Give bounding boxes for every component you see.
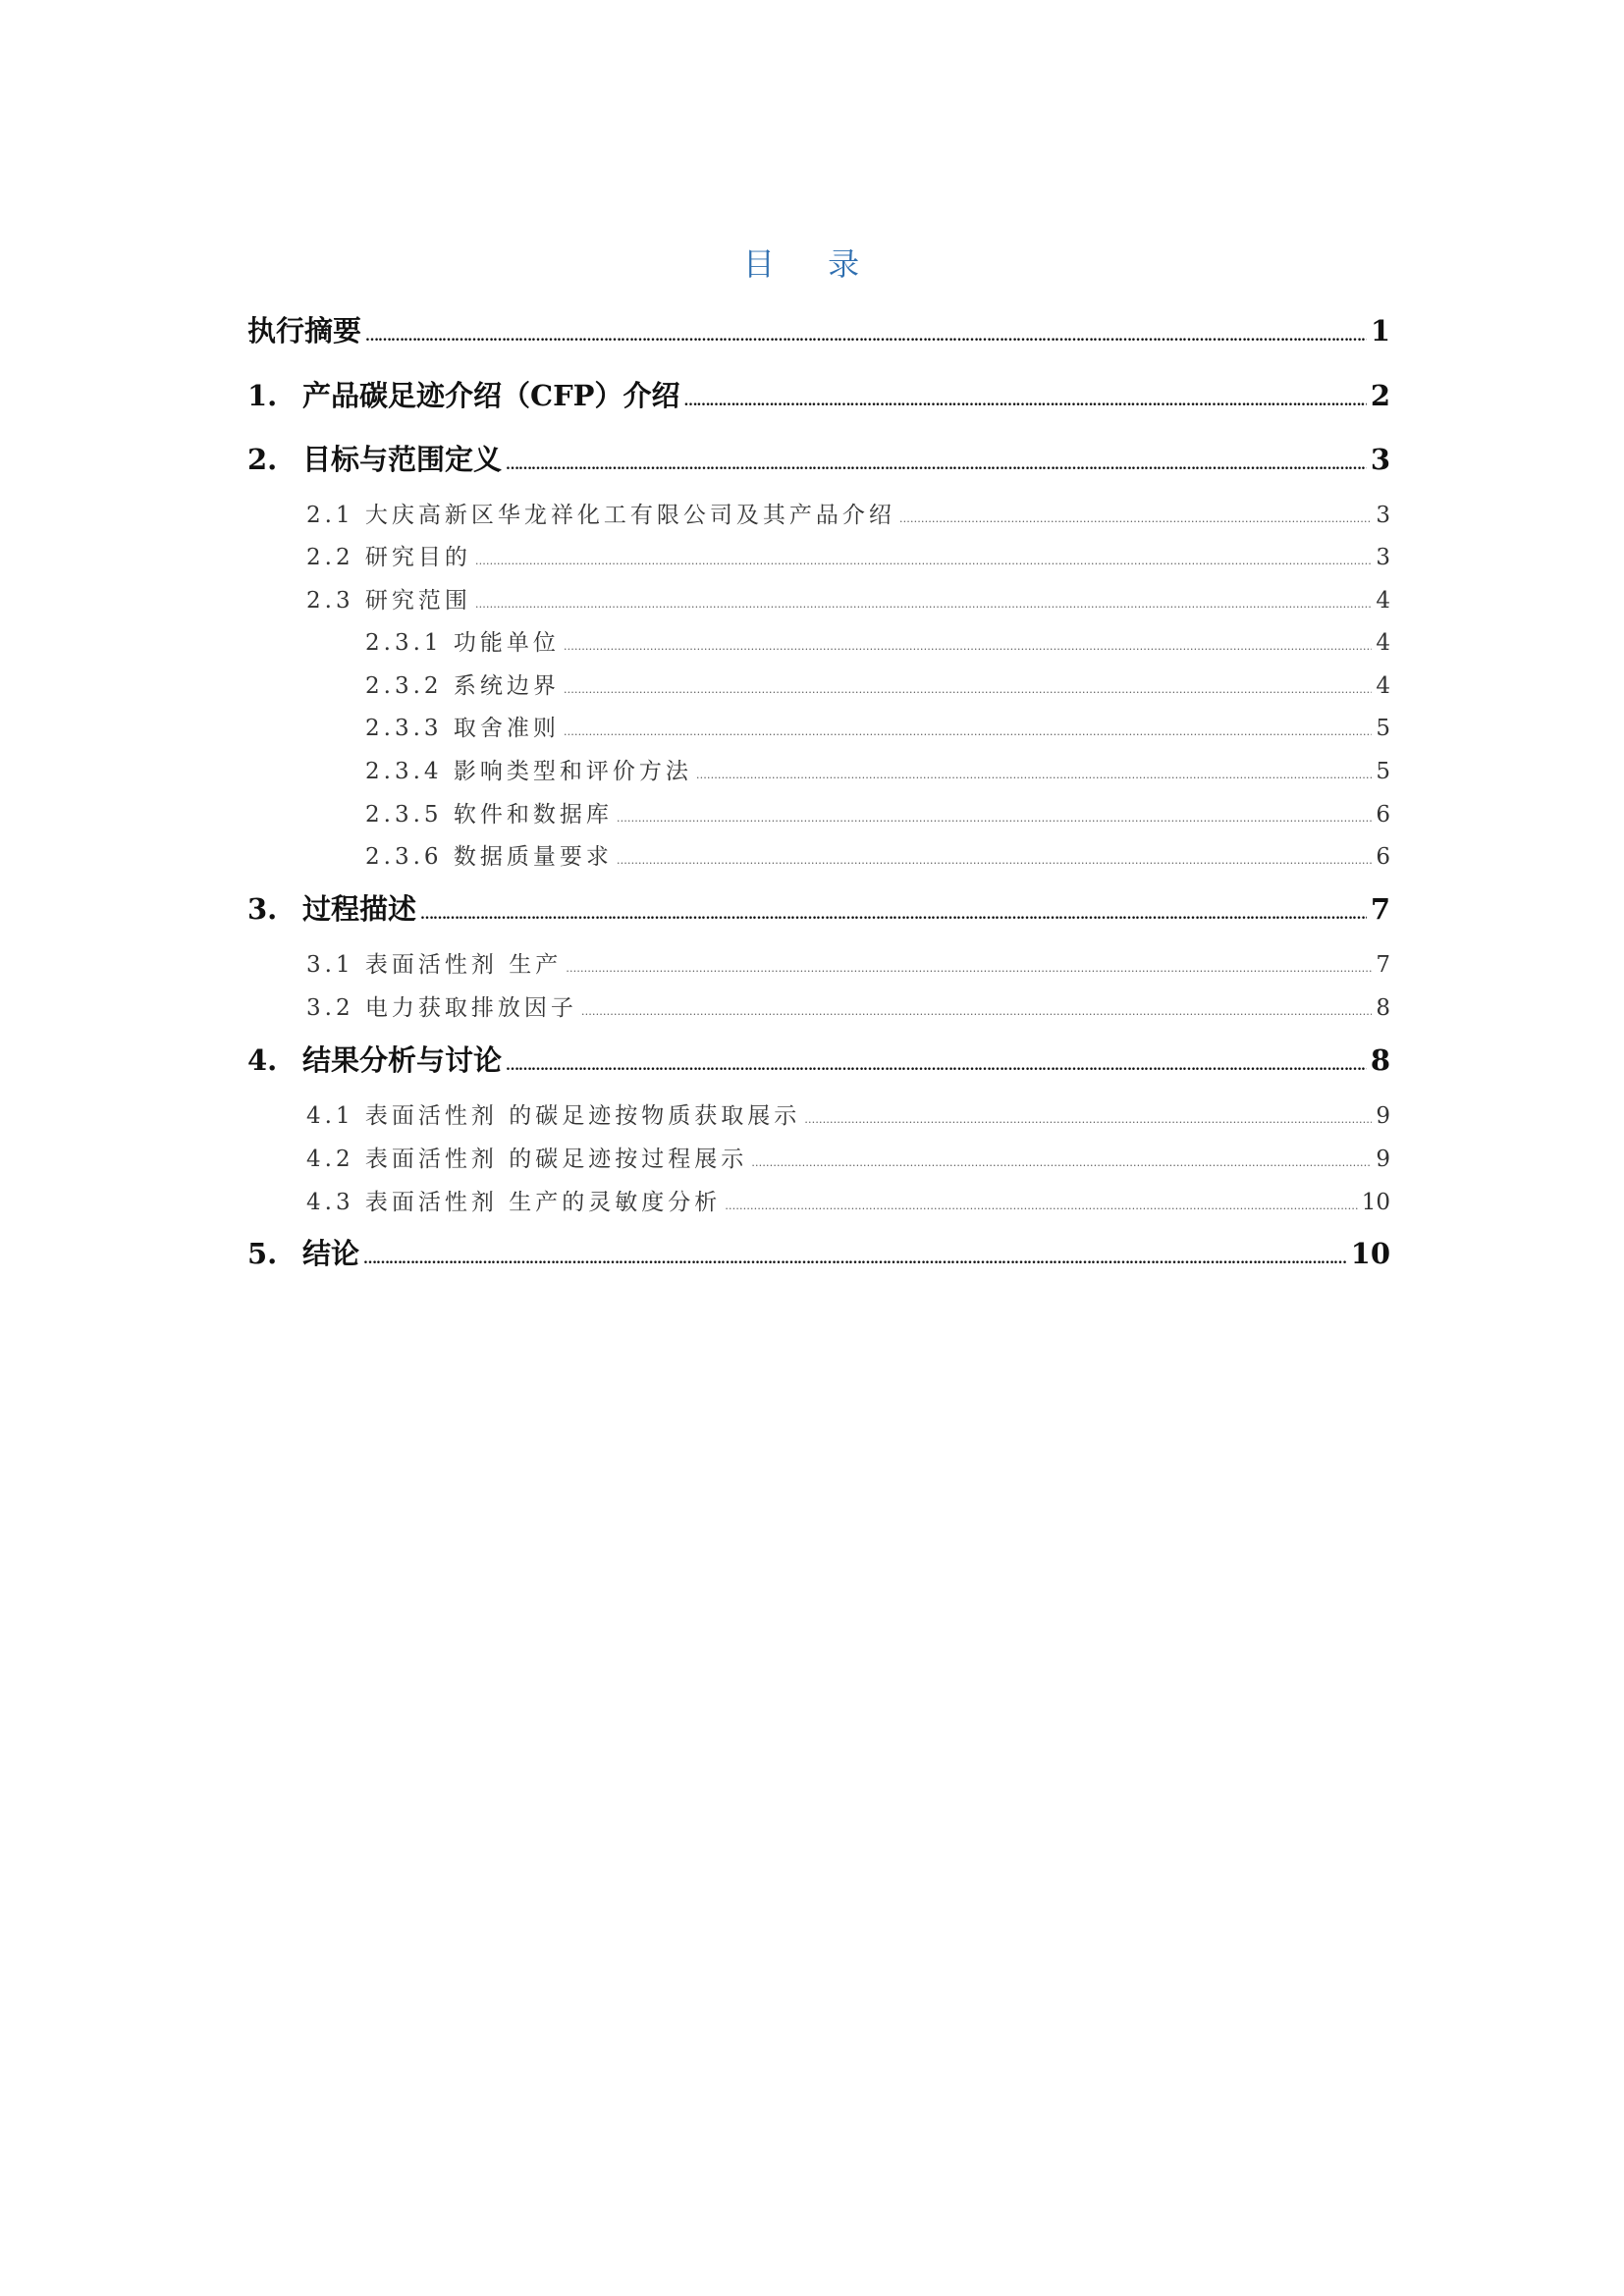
toc-title: 目 录	[742, 245, 882, 283]
toc-entry-label: 4.1 表面活性剂 的碳足迹按物质获取展示	[306, 1103, 801, 1129]
toc-entry[interactable]	[247, 438, 1390, 477]
toc-leader-dots	[696, 759, 1373, 784]
toc-entry-label: 2.3 研究范围	[306, 588, 471, 614]
toc-entry-label-group	[247, 887, 416, 928]
toc-leader-dots	[899, 503, 1372, 528]
toc-page-number: 7	[1370, 892, 1390, 926]
toc-entry-label: 4.2 表面活性剂 的碳足迹按过程展示	[306, 1147, 748, 1172]
toc-entry-label: 2.3.3 取舍准则	[365, 716, 560, 741]
toc-page-number: 6	[1376, 844, 1390, 870]
toc-entry-label-group	[247, 1039, 502, 1079]
toc-page-number: 3	[1370, 443, 1390, 476]
toc-page-number: 7	[1376, 952, 1390, 978]
toc-entry-label: 结论	[302, 1237, 360, 1270]
toc-page-number: 5	[1376, 759, 1390, 784]
toc-leader-dots	[804, 1103, 1372, 1129]
toc-entry-label-group	[247, 1232, 359, 1272]
toc-leader-dots	[564, 673, 1373, 699]
toc-entry-label: 目标与范围定义	[302, 443, 503, 476]
toc-entry[interactable]	[365, 796, 1390, 829]
toc-entry-number: 1.	[247, 379, 278, 412]
toc-page-number: 4	[1376, 630, 1390, 656]
toc-entry[interactable]	[306, 1141, 1390, 1174]
toc-entry[interactable]	[306, 1184, 1390, 1217]
toc-entry-number: 3.	[247, 892, 278, 926]
toc-leader-dots	[363, 1237, 1347, 1270]
toc-entry-label: 2.3.2 系统边界	[365, 673, 560, 699]
toc-page-number: 8	[1370, 1043, 1390, 1077]
toc-page-number: 9	[1376, 1147, 1390, 1172]
toc-entry[interactable]	[247, 887, 1390, 927]
toc-entry-label-group	[247, 438, 502, 478]
toc-entry-number: 2.	[247, 443, 278, 476]
toc-entry-label: 过程描述	[302, 892, 417, 926]
toc-page-number: 3	[1376, 503, 1390, 528]
toc-page-number: 3	[1376, 545, 1390, 570]
toc-page-number: 4	[1376, 673, 1390, 699]
toc-leader-dots	[506, 1043, 1367, 1077]
toc-entry-number: 4.	[247, 1043, 278, 1077]
toc-entry[interactable]	[365, 838, 1390, 872]
toc-page-number: 1	[1370, 314, 1390, 347]
toc-entry-label-group	[247, 374, 679, 414]
toc-entry[interactable]	[247, 374, 1390, 413]
toc-leader-dots	[683, 379, 1366, 412]
toc-entry[interactable]	[306, 946, 1390, 980]
toc-page-number: 2	[1370, 379, 1390, 412]
toc-entry-label: 结果分析与讨论	[302, 1043, 503, 1077]
toc-entry-label: 2.3.5 软件和数据库	[365, 802, 613, 828]
toc-leader-dots	[365, 314, 1367, 347]
toc-leader-dots	[564, 630, 1373, 656]
toc-leader-dots	[566, 952, 1372, 978]
toc-leader-dots	[751, 1147, 1372, 1172]
toc-entry-label: 2.3.4 影响类型和评价方法	[365, 759, 692, 784]
toc-leader-dots	[725, 1190, 1358, 1215]
toc-page-number: 10	[1361, 1190, 1390, 1215]
toc-page-number: 4	[1376, 588, 1390, 614]
toc-page-number: 8	[1376, 995, 1390, 1021]
toc-page-number: 9	[1376, 1103, 1390, 1129]
toc-entry[interactable]	[247, 1232, 1390, 1271]
toc-entry[interactable]	[365, 710, 1390, 743]
toc-entry-label: 2.1 大庆高新区华龙祥化工有限公司及其产品介绍	[306, 503, 895, 528]
toc-leader-dots	[420, 892, 1367, 926]
toc-page-number: 5	[1376, 716, 1390, 741]
toc-entry-label: 2.3.1 功能单位	[365, 630, 560, 656]
toc-leader-dots	[617, 844, 1373, 870]
toc-leader-dots	[564, 716, 1373, 741]
toc-leader-dots	[581, 995, 1372, 1021]
toc-entry[interactable]	[306, 582, 1390, 615]
toc-leader-dots	[617, 802, 1373, 828]
toc-entry-label: 执行摘要	[247, 314, 362, 347]
toc-entry-label: 4.3 表面活性剂 生产的灵敏度分析	[306, 1190, 722, 1215]
toc-entry[interactable]	[247, 1039, 1390, 1078]
toc-entry-label: 3.2 电力获取排放因子	[306, 995, 577, 1021]
toc-entry-label: 2.3.6 数据质量要求	[365, 844, 613, 870]
toc-page-number: 6	[1376, 802, 1390, 828]
toc-entry-number: 5.	[247, 1237, 278, 1270]
toc-entry[interactable]	[247, 309, 1390, 348]
toc-entry[interactable]	[365, 667, 1390, 701]
toc-entry[interactable]	[365, 624, 1390, 658]
toc-leader-dots	[506, 443, 1367, 476]
toc-entry[interactable]	[306, 539, 1390, 572]
toc-leader-dots	[475, 588, 1372, 614]
toc-entry-label: 2.2 研究目的	[306, 545, 471, 570]
toc-page-number: 10	[1350, 1237, 1390, 1270]
toc-entry[interactable]	[306, 1097, 1390, 1131]
toc-entry[interactable]	[365, 753, 1390, 786]
toc-entry[interactable]	[306, 497, 1390, 530]
toc-entry-label: 产品碳足迹介绍（CFP）介绍	[302, 379, 680, 412]
toc-entry-label: 3.1 表面活性剂 生产	[306, 952, 563, 978]
toc-leader-dots	[475, 545, 1372, 570]
toc-entry[interactable]	[306, 989, 1390, 1023]
